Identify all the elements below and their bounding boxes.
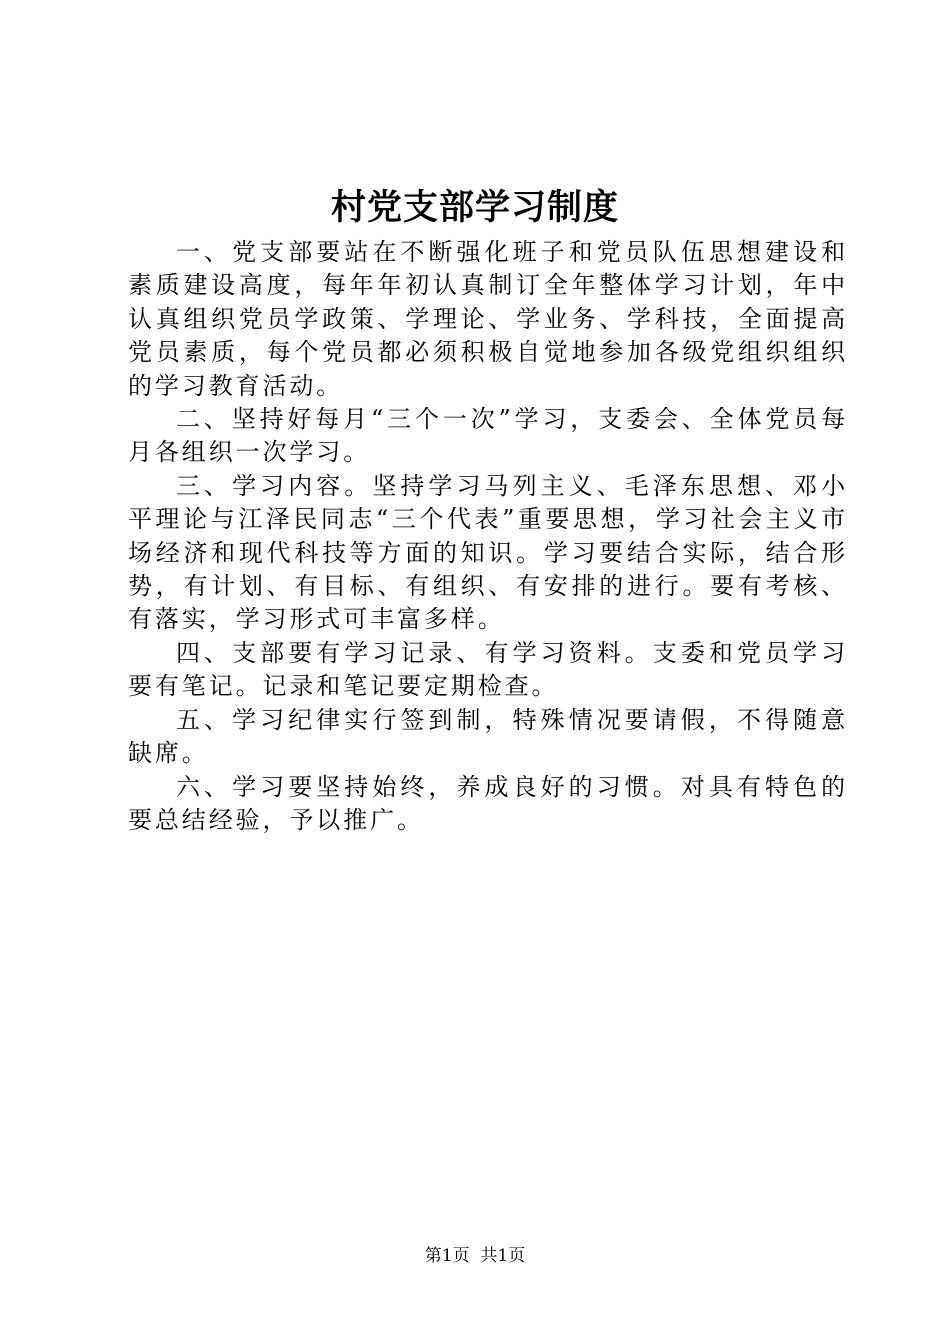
paragraph-4: 四、支部要有学习记录、有学习资料。支委和党员学习要有笔记。记录和笔记要定期检查。 xyxy=(128,638,848,701)
page-footer xyxy=(0,1244,950,1268)
paragraph-5: 五、学习纪律实行签到制，特殊情况要请假，不得随意缺席。 xyxy=(128,705,848,768)
paragraph-2: 二、坚持好每月“三个一次”学习，支委会、全体党员每月各组织一次学习。 xyxy=(128,405,848,467)
document-body xyxy=(128,236,848,837)
page-number: 第1页 xyxy=(424,1246,470,1266)
paragraph-3: 三、学习内容。坚持学习马列主义、毛泽东思想、邓小平理论与江泽民同志“三个代表”重要思想，学习社会主义市场经济和现代科技等方面的知识。学习要结合实际，结合形势，有计划、有目标、有组织、有安排的进行。要有考核、有落实，学习形式可丰富多样。 xyxy=(128,471,848,634)
document-title: 村党支部学习制度 xyxy=(330,187,619,228)
paragraph-6: 六、学习要坚持始终，养成良好的习惯。对具有特色的要总结经验，予以推广。 xyxy=(128,772,848,834)
paragraph-1: 一、党支部要站在不断强化班子和党员队伍思想建设和素质建设高度，每年年初认真制订全年整体学习计划，年中认真组织党员学政策、学理论、学业务、学科技，全面提高党员素质，每个党员都必须积极自觉地参加各级党组织组织的学习教育活动。 xyxy=(128,238,848,400)
page-total: 共1页 xyxy=(480,1246,526,1266)
